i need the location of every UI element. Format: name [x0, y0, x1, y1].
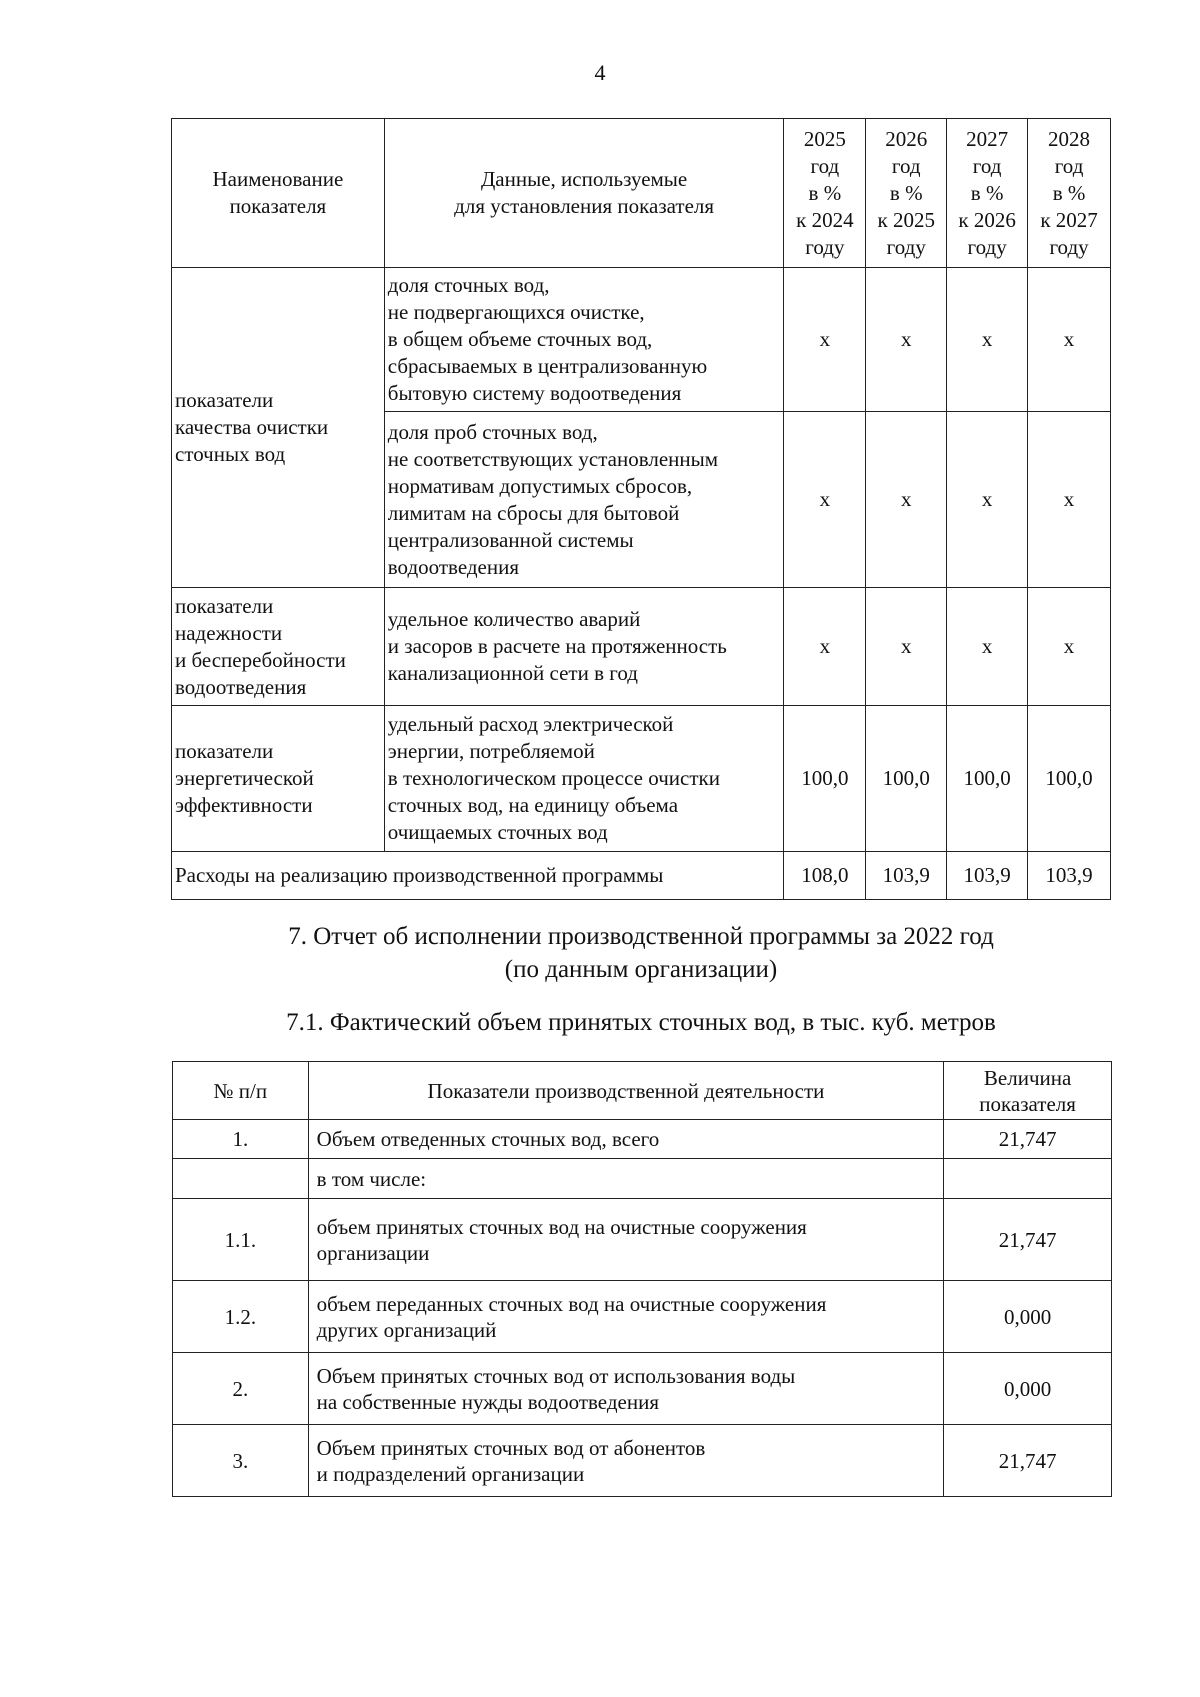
- row-text: объем переданных сточных вод на очистные сооружения других организаций: [308, 1281, 944, 1353]
- header-num: № п/п: [173, 1062, 309, 1120]
- header-data-used: Данные, используемые для установления показателя: [384, 119, 784, 268]
- indicator-data-cell: доля сточных вод, не подвергающихся очистке, в общем объеме сточных вод, сбрасываемых в централизованную бытовую систему водоотведения: [384, 268, 784, 412]
- value-cell: 108,0: [784, 852, 866, 900]
- section-title: [171, 920, 1111, 986]
- value-cell: 103,9: [866, 852, 947, 900]
- row-text: объем принятых сточных вод на очистные сооружения организации: [308, 1199, 944, 1281]
- table-row: [172, 706, 1111, 852]
- header-year-2026: 2026 год в % к 2025 году: [866, 119, 947, 268]
- indicator-group-name: показатели энергетической эффективности: [172, 706, 385, 852]
- header-year-2025: 2025 год в % к 2024 году: [784, 119, 866, 268]
- value-cell: x: [784, 412, 866, 588]
- value-cell: 100,0: [784, 706, 866, 852]
- section-title-line: 7. Отчет об исполнении производственной программы за 2022 год: [288, 923, 994, 950]
- value-cell: x: [784, 268, 866, 412]
- row-num: [173, 1159, 309, 1199]
- row-text: Объем принятых сточных вод от абонентов и подразделений организации: [308, 1425, 944, 1497]
- value-cell: x: [1028, 412, 1111, 588]
- indicators-table: [171, 118, 1111, 900]
- value-cell: x: [947, 268, 1028, 412]
- indicator-group-name: показатели надежности и бесперебойности водоотведения: [172, 588, 385, 706]
- table-row: [173, 1199, 1112, 1281]
- value-cell: x: [1028, 588, 1111, 706]
- indicator-group-name: показатели качества очистки сточных вод: [172, 268, 385, 588]
- table-row: [172, 268, 1111, 412]
- section-title-line: (по данным организации): [504, 956, 778, 983]
- section-subtitle: 7.1. Фактический объем принятых сточных вод, в тыс. куб. метров: [286, 1009, 996, 1036]
- header-year-2028: 2028 год в % к 2027 году: [1028, 119, 1111, 268]
- table-row: [172, 588, 1111, 706]
- value-cell: x: [947, 412, 1028, 588]
- header-year-2027: 2027 год в % к 2026 году: [947, 119, 1028, 268]
- value-cell: 100,0: [866, 706, 947, 852]
- row-value: [944, 1159, 1112, 1199]
- row-num: 3.: [173, 1425, 309, 1497]
- value-cell: 103,9: [947, 852, 1028, 900]
- table-row: [173, 1159, 1112, 1199]
- value-cell: x: [866, 412, 947, 588]
- total-row: [172, 852, 1111, 900]
- table-row: [173, 1281, 1112, 1353]
- row-value: 0,000: [944, 1353, 1112, 1425]
- page-number: 4: [594, 60, 606, 85]
- value-cell: x: [866, 588, 947, 706]
- row-num: 1.: [173, 1120, 309, 1159]
- row-num: 1.1.: [173, 1199, 309, 1281]
- table-row: [173, 1120, 1112, 1159]
- indicators-header-row: [172, 119, 1111, 268]
- volume-header-row: [173, 1062, 1112, 1120]
- value-cell: 103,9: [1028, 852, 1111, 900]
- value-cell: x: [1028, 268, 1111, 412]
- row-value: 21,747: [944, 1425, 1112, 1497]
- row-num: 1.2.: [173, 1281, 309, 1353]
- row-text: в том числе:: [308, 1159, 944, 1199]
- header-value: Величина показателя: [944, 1062, 1112, 1120]
- value-cell: x: [947, 588, 1028, 706]
- value-cell: x: [784, 588, 866, 706]
- value-cell: 100,0: [947, 706, 1028, 852]
- indicator-data-cell: доля проб сточных вод, не соответствующих установленным нормативам допустимых сбросов, лимитам на сбросы для бытовой централизованной системы водоотведения: [384, 412, 784, 588]
- total-label: Расходы на реализацию производственной программы: [172, 852, 784, 900]
- indicator-data-cell: удельное количество аварий и засоров в расчете на протяженность канализационной сети в год: [384, 588, 784, 706]
- row-num: 2.: [173, 1353, 309, 1425]
- wastewater-volume-table: [172, 1061, 1112, 1497]
- header-indicator: Показатели производственной деятельности: [308, 1062, 944, 1120]
- row-text: Объем отведенных сточных вод, всего: [308, 1120, 944, 1159]
- row-value: 21,747: [944, 1199, 1112, 1281]
- row-text: Объем принятых сточных вод от использования воды на собственные нужды водоотведения: [308, 1353, 944, 1425]
- table-row: [173, 1425, 1112, 1497]
- indicator-data-cell: удельный расход электрической энергии, потребляемой в технологическом процессе очистки сточных вод, на единицу объема очищаемых сточных вод: [384, 706, 784, 852]
- value-cell: x: [866, 268, 947, 412]
- value-cell: 100,0: [1028, 706, 1111, 852]
- table-row: [173, 1353, 1112, 1425]
- header-indicator-name: Наименование показателя: [172, 119, 385, 268]
- row-value: 21,747: [944, 1120, 1112, 1159]
- row-value: 0,000: [944, 1281, 1112, 1353]
